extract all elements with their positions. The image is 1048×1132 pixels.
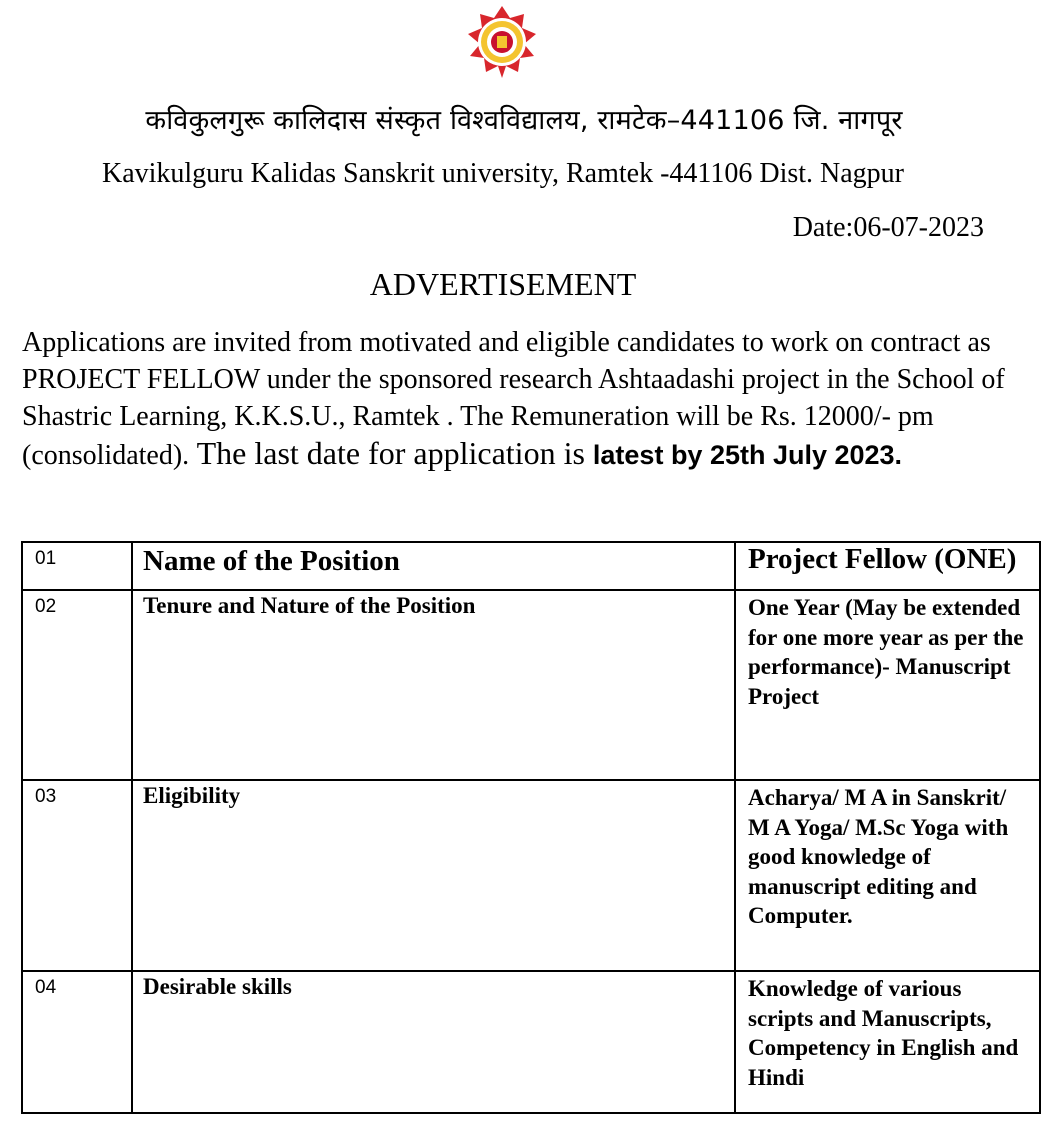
row-value: Project Fellow (ONE): [735, 542, 1040, 590]
last-date-text: The last date for application is: [189, 435, 593, 471]
notice-date: Date:06-07-2023: [792, 212, 984, 243]
table-row: [22, 590, 1040, 780]
row-number: 01: [22, 542, 132, 590]
row-value: One Year (May be extended for one more year as per the performance)- Manuscript Project: [735, 590, 1040, 780]
university-name-hindi: कविकुलगुरू कालिदास संस्कृत विश्वविद्यालय, रामटेक–441106 जि. नागपूर: [145, 105, 903, 136]
advertisement-heading: ADVERTISEMENT: [369, 266, 637, 302]
row-value: Acharya/ M A in Sanskrit/ M A Yoga/ M.Sc Yoga with good knowledge of manuscript editing and Computer.: [735, 780, 1040, 971]
row-number: 03: [22, 780, 132, 971]
row-label: Name of the Position: [132, 542, 735, 590]
row-number: 04: [22, 971, 132, 1113]
deadline-text: latest by 25th July 2023.: [592, 440, 903, 470]
row-label: Tenure and Nature of the Position: [132, 590, 735, 780]
row-number: 02: [22, 590, 132, 780]
row-label: Eligibility: [132, 780, 735, 971]
table-row: [22, 542, 1040, 590]
table-row: [22, 971, 1040, 1113]
table-row: [22, 780, 1040, 971]
body-text: Applications are invited from motivated and eligible candidates to work on contract as PROJECT FELLOW under the sponsored research Ashtaadashi project in the School of Shastric Learning, K.K.S.U., Ramtek . The Remuneration will be Rs. 12000/- pm (consolidated).: [22, 327, 1005, 471]
university-name-english: Kavikulguru Kalidas Sanskrit university, Ramtek -441106 Dist. Nagpur: [101, 158, 905, 189]
university-seal-logo: [460, 4, 544, 80]
row-label: Desirable skills: [132, 971, 735, 1113]
position-details-table: [21, 541, 1041, 1114]
advertisement-body: [22, 324, 1022, 474]
row-value: Knowledge of various scripts and Manuscripts, Competency in English and Hindi: [735, 971, 1040, 1113]
